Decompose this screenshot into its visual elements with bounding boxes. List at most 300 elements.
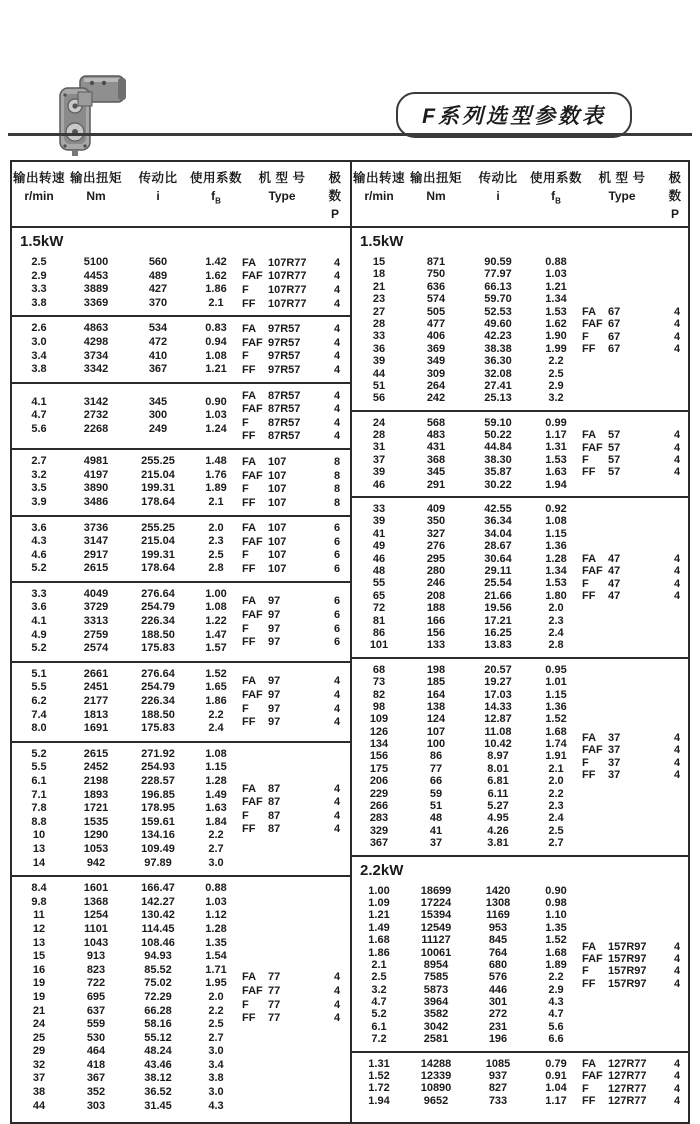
type-prefix: FA <box>242 971 257 984</box>
type-prefix: F <box>242 416 249 429</box>
column-header-cn: 机 型 号 <box>598 171 646 185</box>
output-torque-value: 208 <box>426 589 446 602</box>
output-speed-value: 72 <box>372 602 386 615</box>
output-speed-value: 206 <box>369 775 389 788</box>
service-factor-value: 2.2 <box>548 787 564 800</box>
ratio-value: 276.64 <box>141 587 175 600</box>
type-row <box>582 565 688 577</box>
output-torque-value: 276 <box>426 540 446 553</box>
output-speed-value: 3.0 <box>31 335 47 348</box>
service-factor-value: 0.91 <box>545 1070 567 1083</box>
pole-count: 4 <box>673 965 681 978</box>
column-header-6 <box>322 168 348 221</box>
service-factor-value: 3.2 <box>548 392 564 405</box>
output-speed-value: 36 <box>372 342 386 355</box>
column-header-4 <box>190 168 242 221</box>
type-model: 107 <box>268 563 287 576</box>
output-speed-value: 11 <box>33 909 45 922</box>
type-row <box>242 496 348 510</box>
service-factor-value: 2.2 <box>548 971 564 984</box>
type-row <box>242 402 348 416</box>
service-factor-value: 1.03 <box>205 895 227 908</box>
ratio-value: 254.79 <box>141 681 175 694</box>
service-factor-value: 1.22 <box>205 615 227 628</box>
output-torque-value: 295 <box>426 552 446 565</box>
output-speed-value: 46 <box>372 478 386 491</box>
ratio-value: 12.87 <box>484 713 512 726</box>
service-factor-value: 3.0 <box>208 856 224 869</box>
group-type-list <box>242 971 348 1025</box>
output-torque-value: 291 <box>426 478 446 491</box>
output-speed-value: 3.4 <box>31 349 47 362</box>
ratio-value: 42.55 <box>484 503 512 516</box>
output-speed-value: 16 <box>32 963 46 976</box>
type-prefix: FAF <box>582 441 603 454</box>
ratio-value: 50.22 <box>484 429 512 442</box>
output-torque-value: 8954 <box>423 958 449 971</box>
output-torque-value: 750 <box>426 268 446 281</box>
pole-count: 4 <box>333 998 341 1011</box>
output-torque-value: 86 <box>429 750 443 763</box>
service-factor-value: 1.91 <box>545 750 567 763</box>
output-speed-value: 4.7 <box>371 996 387 1009</box>
output-speed-value: 7.1 <box>31 788 47 801</box>
output-torque-value: 1813 <box>83 708 109 721</box>
ratio-value: 34.04 <box>484 527 512 540</box>
pole-count: 4 <box>333 782 341 795</box>
output-torque-value: 37 <box>429 837 443 850</box>
service-factor-value: 2.1 <box>548 762 564 775</box>
ratio-value: 42.23 <box>484 330 512 343</box>
type-prefix: FAF <box>242 796 263 809</box>
column-header-cn: 输出扭矩 <box>409 171 462 185</box>
column-header-5 <box>582 168 662 221</box>
output-torque-value: 695 <box>86 990 106 1003</box>
output-torque-value: 2198 <box>83 775 109 787</box>
service-factor-value: 1.57 <box>205 642 227 655</box>
output-torque-value: 185 <box>426 676 446 689</box>
service-factor-value: 2.4 <box>548 812 564 825</box>
type-model: 97R57 <box>268 363 301 376</box>
ratio-value: 226.34 <box>141 615 175 628</box>
service-factor-value: 1.63 <box>205 802 227 815</box>
service-factor-value: 1.35 <box>205 936 227 949</box>
service-factor-value: 1.00 <box>205 587 227 600</box>
ratio-value: 20.57 <box>484 663 512 676</box>
ratio-value: 8.01 <box>487 762 509 775</box>
output-torque-value: 352 <box>86 1086 106 1099</box>
output-torque-value: 10890 <box>420 1082 452 1095</box>
gear-size-group <box>352 496 688 657</box>
ratio-value: 48.24 <box>144 1045 172 1058</box>
service-factor-value: 1.03 <box>545 268 567 281</box>
type-row <box>582 441 688 453</box>
service-factor-value: 2.0 <box>548 775 564 788</box>
service-factor-value: 1.52 <box>545 713 567 726</box>
ratio-value: 827 <box>488 1082 508 1095</box>
pole-count: 4 <box>333 702 341 715</box>
service-factor-value: 3.0 <box>208 1086 224 1099</box>
output-torque-value: 2268 <box>83 422 109 435</box>
output-speed-value: 5.6 <box>31 422 47 435</box>
table-left-half <box>12 162 350 1122</box>
service-factor-value: 1.04 <box>545 1082 567 1095</box>
type-row <box>242 283 348 297</box>
output-speed-value: 14 <box>32 856 46 869</box>
service-factor-value: 1.08 <box>205 747 227 760</box>
ratio-value: 733 <box>488 1094 508 1107</box>
type-row <box>242 595 348 609</box>
output-speed-value: 3.8 <box>31 296 47 309</box>
ratio-value: 196 <box>488 1033 508 1046</box>
type-row <box>582 769 688 781</box>
output-speed-value: 37 <box>372 453 386 466</box>
service-factor-value: 2.9 <box>548 983 564 996</box>
output-speed-value: 7.2 <box>371 1033 387 1046</box>
type-model: 107 <box>268 535 287 548</box>
output-speed-value: 4.6 <box>31 548 47 561</box>
type-model: 107 <box>268 483 287 496</box>
service-factor-value: 1.53 <box>545 305 567 318</box>
ratio-value: 36.52 <box>144 1086 172 1099</box>
type-model: 47 <box>608 577 621 590</box>
type-model: 127R77 <box>608 1070 647 1083</box>
ratio-value: 66.13 <box>484 280 512 293</box>
service-factor-value: 2.0 <box>208 521 224 534</box>
type-prefix: F <box>242 809 249 822</box>
service-factor-value: 2.5 <box>548 824 564 837</box>
output-torque-value: 418 <box>86 1058 106 1071</box>
type-row <box>242 702 348 716</box>
output-speed-value: 68 <box>372 663 386 676</box>
pole-count: 4 <box>333 270 341 283</box>
type-row <box>582 1082 688 1094</box>
selection-parameter-table <box>10 160 690 1124</box>
group-type-list <box>582 553 688 603</box>
output-torque-value: 188 <box>426 602 446 615</box>
type-row <box>582 429 688 441</box>
ratio-value: 166.47 <box>141 882 175 895</box>
output-torque-value: 4863 <box>83 322 109 335</box>
group-data-rows <box>12 522 242 576</box>
output-torque-value: 349 <box>426 355 446 368</box>
service-factor-value: 1.48 <box>205 455 227 468</box>
output-speed-value: 101 <box>369 639 389 652</box>
type-model: 77 <box>268 998 281 1011</box>
output-speed-value: 37 <box>32 1072 46 1085</box>
group-data-rows <box>352 885 582 1046</box>
output-speed-value: 4.3 <box>31 535 47 548</box>
type-model: 77 <box>268 1012 281 1025</box>
ratio-value: 3.81 <box>487 837 509 850</box>
type-prefix: FAF <box>582 952 603 965</box>
output-torque-value: 2615 <box>83 747 109 760</box>
type-prefix: FA <box>582 552 597 565</box>
service-factor-value: 1.31 <box>545 441 567 454</box>
ratio-value: 427 <box>148 283 168 296</box>
type-row <box>582 577 688 589</box>
output-torque-value: 18699 <box>420 884 452 897</box>
group-type-list <box>582 306 688 356</box>
group-type-list <box>242 256 348 310</box>
type-model: 87 <box>268 782 281 795</box>
type-row <box>242 998 348 1012</box>
ratio-value: 178.95 <box>141 802 175 815</box>
type-row <box>242 522 348 536</box>
output-torque-value: 1691 <box>83 722 109 735</box>
output-speed-value: 56 <box>372 392 386 405</box>
type-row <box>242 297 348 311</box>
ratio-value: 52.53 <box>484 305 512 318</box>
type-model: 47 <box>608 565 621 578</box>
column-header-4 <box>530 168 582 221</box>
group-data-rows <box>12 455 242 509</box>
ratio-value: 59.70 <box>484 293 512 306</box>
output-speed-value: 39 <box>372 466 386 479</box>
type-model: 157R97 <box>608 965 647 978</box>
output-torque-value: 107 <box>426 725 446 738</box>
ratio-value: 271.92 <box>141 747 175 760</box>
service-factor-value: 1.49 <box>205 788 227 801</box>
output-speed-value: 109 <box>369 713 389 726</box>
table-right-half <box>350 162 688 1122</box>
output-speed-value: 55 <box>372 577 386 590</box>
type-model: 77 <box>268 971 281 984</box>
pole-count: 4 <box>333 363 341 376</box>
service-factor-value: 2.2 <box>548 355 564 368</box>
ratio-value: 19.27 <box>484 676 512 689</box>
output-torque-value: 1290 <box>83 829 109 842</box>
type-model: 97 <box>268 595 281 608</box>
output-speed-value: 2.1 <box>371 958 387 971</box>
type-prefix: FA <box>242 455 257 468</box>
ratio-value: 44.84 <box>484 441 512 454</box>
type-prefix: FF <box>582 769 596 782</box>
ratio-value: 77.97 <box>484 268 512 281</box>
output-speed-value: 5.2 <box>31 747 47 760</box>
type-model: 127R77 <box>608 1095 647 1108</box>
ratio-value: 196.85 <box>141 788 175 801</box>
type-prefix: FF <box>242 716 256 729</box>
ratio-value: 17.03 <box>484 688 512 701</box>
output-torque-value: 166 <box>426 614 446 627</box>
ratio-value: 272 <box>488 1008 508 1021</box>
column-header-unit: r/min <box>24 189 54 203</box>
type-prefix: FA <box>582 940 597 953</box>
service-factor-value: 2.0 <box>208 990 224 1003</box>
output-torque-value: 568 <box>426 416 446 429</box>
type-row <box>242 608 348 622</box>
type-prefix: F <box>242 483 249 496</box>
service-factor-value: 0.90 <box>205 395 227 408</box>
gear-size-group <box>352 251 688 410</box>
type-model: 87R57 <box>268 430 301 443</box>
type-prefix: FF <box>242 1012 256 1025</box>
group-data-rows <box>352 256 582 405</box>
ratio-value: 300 <box>148 409 168 422</box>
output-speed-value: 5.1 <box>31 667 47 680</box>
output-speed-value: 2.9 <box>31 269 47 282</box>
ratio-value: 30.64 <box>484 552 512 565</box>
output-torque-value: 100 <box>426 738 446 751</box>
output-speed-value: 5.2 <box>31 642 47 655</box>
type-model: 37 <box>608 744 621 757</box>
ratio-value: 17.21 <box>484 614 512 627</box>
pole-count: 6 <box>333 636 341 649</box>
type-prefix: FAF <box>582 744 603 757</box>
service-factor-value: 2.4 <box>548 626 564 639</box>
output-torque-value: 156 <box>426 626 446 639</box>
type-prefix: FF <box>242 297 256 310</box>
output-speed-value: 1.00 <box>368 884 390 897</box>
ratio-value: 178.64 <box>141 495 175 508</box>
output-speed-value: 329 <box>369 824 389 837</box>
service-factor-value: 1.15 <box>545 527 567 540</box>
output-speed-value: 175 <box>369 762 389 775</box>
type-model: 127R77 <box>608 1057 647 1070</box>
output-speed-value: 39 <box>372 355 386 368</box>
output-torque-value: 3729 <box>83 601 109 614</box>
type-row <box>242 782 348 796</box>
output-speed-value: 44 <box>372 367 386 380</box>
type-row <box>242 336 348 350</box>
output-speed-value: 8.4 <box>31 882 47 895</box>
column-header-cn: 传动比 <box>478 171 518 185</box>
pole-count: 6 <box>333 549 341 562</box>
output-torque-value: 51 <box>429 800 443 813</box>
service-factor-value: 1.36 <box>545 540 567 553</box>
ratio-value: 38.12 <box>144 1072 172 1085</box>
output-torque-value: 3736 <box>83 521 109 534</box>
output-speed-value: 4.1 <box>31 395 47 408</box>
type-prefix: FA <box>242 256 257 269</box>
pole-count: 8 <box>333 455 341 468</box>
column-header-1 <box>12 168 66 221</box>
ratio-value: 255.25 <box>141 455 175 468</box>
ratio-value: 43.46 <box>144 1058 172 1071</box>
ratio-value: 226.34 <box>141 695 175 708</box>
ratio-value: 255.25 <box>141 521 175 534</box>
output-speed-value: 4.7 <box>31 409 47 422</box>
gear-size-group <box>12 448 350 514</box>
service-factor-value: 2.9 <box>548 379 564 392</box>
ratio-value: 16.25 <box>484 626 512 639</box>
service-factor-value: 2.1 <box>208 296 224 309</box>
output-torque-value: 1043 <box>83 936 109 949</box>
type-prefix: FA <box>582 429 597 442</box>
ratio-value: 94.93 <box>144 950 172 963</box>
column-header-row <box>12 162 350 228</box>
ratio-value: 28.67 <box>484 540 512 553</box>
gearbox-product-photo <box>34 62 138 166</box>
ratio-value: 90.59 <box>484 256 512 268</box>
output-torque-value: 4981 <box>83 455 109 468</box>
header-divider-line <box>8 133 692 136</box>
service-factor-value: 1.71 <box>205 963 227 976</box>
output-torque-value: 9652 <box>423 1094 449 1107</box>
column-header-cn: 极 数 <box>668 171 682 203</box>
output-torque-value: 2732 <box>83 409 109 422</box>
pole-count: 4 <box>333 283 341 296</box>
output-speed-value: 1.52 <box>368 1070 390 1083</box>
output-torque-value: 66 <box>429 775 443 788</box>
type-model: 87 <box>268 796 281 809</box>
type-model: 97 <box>268 716 281 729</box>
type-model: 37 <box>608 756 621 769</box>
type-model: 107R77 <box>268 297 307 310</box>
output-torque-value: 3890 <box>83 482 109 495</box>
type-model: 97 <box>268 609 281 622</box>
gear-size-group <box>352 410 688 496</box>
pole-count: 6 <box>333 522 341 535</box>
type-prefix: FAF <box>582 318 603 331</box>
output-torque-value: 3889 <box>83 283 109 296</box>
ratio-value: 49.60 <box>484 317 512 330</box>
output-speed-value: 2.5 <box>371 971 387 984</box>
output-torque-value: 280 <box>426 564 446 577</box>
type-model: 97R57 <box>268 323 301 336</box>
service-factor-value: 2.7 <box>548 837 564 850</box>
output-torque-value: 246 <box>426 577 446 590</box>
output-speed-value: 1.68 <box>368 934 390 947</box>
ratio-value: 11.08 <box>484 725 512 738</box>
service-factor-value: 2.3 <box>548 614 564 627</box>
pole-count: 4 <box>333 323 341 336</box>
type-row <box>582 1095 688 1107</box>
ratio-value: 38.30 <box>484 453 512 466</box>
ratio-value: 159.61 <box>141 815 175 828</box>
power-section-label: 1.5kW <box>360 233 404 250</box>
service-factor-value: 1.89 <box>545 958 567 971</box>
type-prefix: FA <box>242 323 257 336</box>
output-torque-value: 3342 <box>83 363 109 376</box>
ratio-value: 472 <box>148 335 168 348</box>
output-speed-value: 27 <box>372 305 386 318</box>
ratio-value: 8.97 <box>487 750 509 763</box>
ratio-value: 36.30 <box>484 355 512 368</box>
ratio-value: 21.66 <box>484 589 512 602</box>
output-torque-value: 483 <box>426 429 446 442</box>
type-row <box>242 562 348 576</box>
output-torque-value: 5100 <box>83 256 109 268</box>
type-row <box>582 318 688 330</box>
type-model: 87 <box>268 809 281 822</box>
ratio-value: 953 <box>488 921 508 934</box>
service-factor-value: 3.0 <box>208 1045 224 1058</box>
pole-count: 4 <box>673 589 681 602</box>
output-torque-value: 4453 <box>83 269 109 282</box>
ratio-value: 108.46 <box>141 936 175 949</box>
type-model: 87R57 <box>268 389 301 402</box>
ratio-value: 14.33 <box>484 700 512 713</box>
output-speed-value: 1.72 <box>368 1082 390 1095</box>
type-model: 97 <box>268 689 281 702</box>
type-prefix: F <box>242 350 249 363</box>
type-model: 97R57 <box>268 350 301 363</box>
type-row <box>242 322 348 336</box>
service-factor-value: 1.62 <box>205 269 227 282</box>
service-factor-value: 1.68 <box>545 946 567 959</box>
output-speed-value: 15 <box>32 950 46 963</box>
ratio-value: 1169 <box>486 909 510 922</box>
group-data-rows <box>352 664 582 850</box>
ratio-value: 31.45 <box>144 1099 172 1112</box>
type-model: 67 <box>608 318 621 331</box>
pole-count: 4 <box>673 1082 681 1095</box>
group-type-list <box>242 675 348 729</box>
type-prefix: FF <box>242 563 256 576</box>
column-header-cn: 输出扭矩 <box>69 171 122 185</box>
